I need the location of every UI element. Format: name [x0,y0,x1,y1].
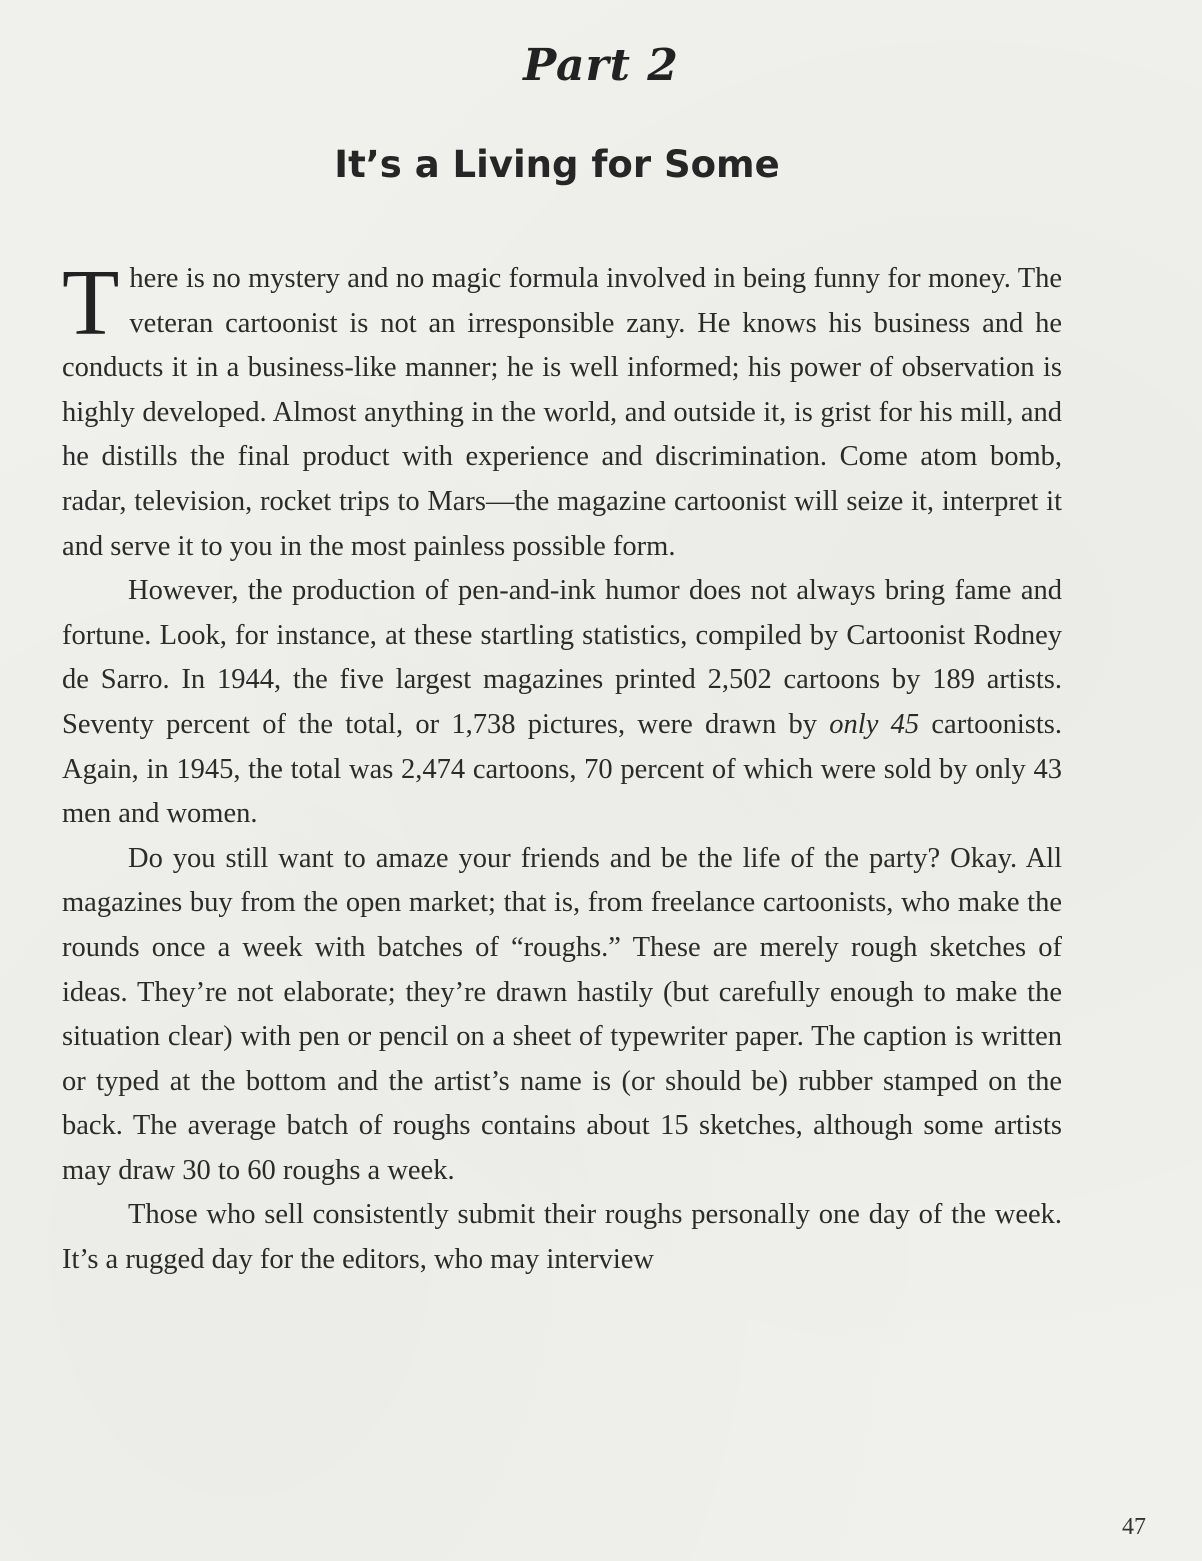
body-text [62,251,1063,1283]
paragraph-2 [62,569,1062,837]
paragraph-3-text: Do you still want to amaze your friends and be the life of the party? Okay. All magazines buy from the open market; that is, from freelance cartoonists, who make the rounds once a week with batches of “roughs.” These are merely rough sketches of ideas. They’re not elaborate; they’re drawn hastily (but carefully enough to make the situation clear) with pen or pencil on a sheet of typewriter paper. The caption is written or typed at the bottom and the artist’s name is (or should be) rubber stamped on the back. The average batch of roughs contains about 15 sketches, although some artists may draw 30 to 60 roughs a week. [62,842,1062,1186]
emphasis-text: only 45 [829,708,920,740]
paragraph-3 [62,837,1062,1194]
paragraph-2-text-end: cartoonists. Again, in 1945, the total was 2,474 cartoons, 70 percent of which were sold by only 43 men and women. [62,708,1063,830]
paragraph-2-text-start: However, the production of pen-and-ink humor does not always bring fame and fortune. Look, for instance, at these startling statistics, compiled by Cartoonist Rodney de Sarro. In 1944, the five largest magazines printed 2,502 cartoons by 189 artists. Seventy percent of the total, or 1,738 pictures, were drawn by [62,575,1062,740]
drop-cap: T [62,251,120,355]
part-label: Part 2 [523,40,679,91]
paragraph-1-text: here is no mystery and no magic formula involved in being funny for money. The veteran cartoonist is not an irresponsible zany. He knows his business and he conducts it in a business-like manner; he is well informed; his power of observation is highly developed. Almost anything in the world, and outside it, is grist for his mill, and he distills the final product with experience and discrimination. Come atom bomb, radar, television, rocket trips to Mars—the magazine cartoonist will seize it, interpret it and serve it to you in the most painless possible form. [62,263,1062,562]
chapter-title: It’s a Living for Some [334,143,780,186]
paragraph-4-text: Those who sell consistently submit their roughs personally one day of the week. It’s a rugged day for the editors, who may interview [62,1199,1062,1276]
paragraph-4 [62,1193,1062,1282]
page-number: 47 [1122,1514,1146,1540]
paragraph-1 [62,251,1062,569]
